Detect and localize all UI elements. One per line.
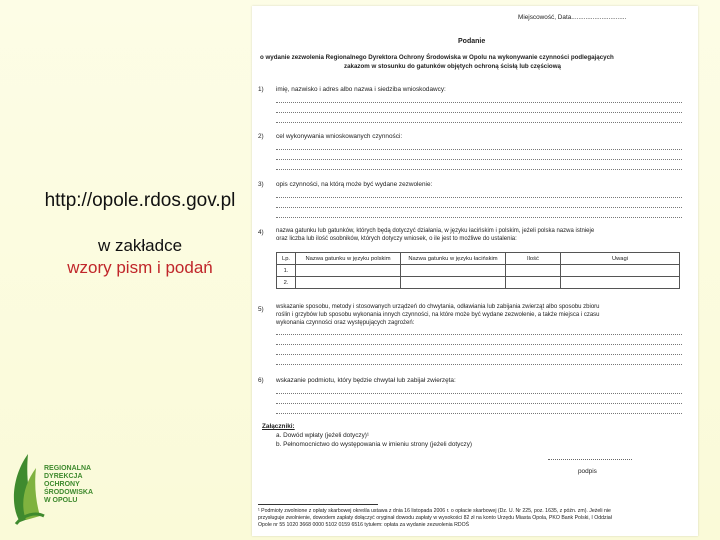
- table-header: Nazwa gatunku w języku polskim: [296, 253, 401, 265]
- logo-text: [44, 465, 93, 505]
- table-header: Uwagi: [561, 253, 680, 265]
- answer-line[interactable]: [276, 197, 682, 198]
- table-cell[interactable]: [401, 265, 506, 277]
- answer-line[interactable]: [276, 122, 682, 123]
- answer-line[interactable]: [276, 413, 682, 414]
- form-document: [252, 6, 698, 536]
- item-number: 1): [258, 86, 264, 93]
- item-text: cel wykonywania wnioskowanych czynności:: [276, 133, 403, 140]
- table-header: Lp.: [277, 253, 296, 265]
- table-cell[interactable]: [506, 277, 561, 289]
- item-number: 6): [258, 377, 264, 384]
- footnote-line: przysługuje zwolnienie, dowodem zapłaty dołączyć oryginał dowodu zapłaty w wysokości 82 zł na konto Urzędu Miasta Opola, PKO Bank Polski, I Oddział: [258, 515, 612, 521]
- table-header: Nazwa gatunku w języku łacińskim: [401, 253, 506, 265]
- place-date: Miejscowość, Data...............................: [518, 14, 627, 21]
- form-title: Podanie: [458, 38, 486, 45]
- logo-line: W OPOLU: [44, 497, 78, 504]
- form-subtitle-1: o wydanie zezwolenia Regionalnego Dyrektora Ochrony Środowiska w Opolu na wykonywanie czynności podlegających: [260, 54, 614, 61]
- table-cell: 2.: [277, 277, 296, 289]
- answer-line[interactable]: [276, 112, 682, 113]
- attachment-item: a. Dowód wpłaty (jeżeli dotyczy)¹: [276, 432, 370, 439]
- tab-link-forms[interactable]: wzory pism i podań: [67, 258, 213, 277]
- answer-line[interactable]: [276, 364, 682, 365]
- signature-line[interactable]: [548, 459, 632, 460]
- item-text-continued: roślin i grzybów lub sposobu wykonania innych czynności, na które może być wydane zezwolenie, a także miejsca i czasu: [276, 312, 600, 318]
- answer-line[interactable]: [276, 149, 682, 150]
- footnote-line: ¹ Podmioty zwolnione z opłaty skarbowej określa ustawa z dnia 16 listopada 2006 r. o opłacie skarbowej (Dz. U. Nr 225, poz. 1635, z późn. zm). Jeżeli nie: [258, 508, 611, 514]
- answer-line[interactable]: [276, 207, 682, 208]
- attachments-label: Załączniki:: [262, 423, 295, 430]
- item-text: wskazanie sposobu, metody i stosowanych urządzeń do chwytania, odławiania lub zabijania zwierząt albo sposobu zbioru: [276, 304, 600, 310]
- item-text: opis czynności, na którą może być wydane zezwolenie:: [276, 181, 433, 188]
- item-text: wskazanie podmiotu, który będzie chwytał lub zabijał zwierzęta:: [276, 377, 456, 384]
- left-panel: [20, 188, 260, 278]
- answer-line[interactable]: [276, 354, 682, 355]
- footnote-line: Opole nr 55 1020 3668 0000 5102 0159 6516 tytułem: opłata za wydanie zezwolenia RDOŚ: [258, 522, 470, 528]
- website-url[interactable]: http://opole.rdos.gov.pl: [44, 190, 236, 211]
- answer-line[interactable]: [276, 344, 682, 345]
- logo-line: ŚRODOWISKA: [44, 489, 93, 496]
- table-cell[interactable]: [506, 265, 561, 277]
- logo-line: REGIONALNA: [44, 465, 92, 472]
- item-number: 5): [258, 306, 264, 313]
- item-number: 2): [258, 133, 264, 140]
- answer-line[interactable]: [276, 393, 682, 394]
- table-cell[interactable]: [296, 277, 401, 289]
- table-header: Ilość: [506, 253, 561, 265]
- table-cell[interactable]: [296, 265, 401, 277]
- table-header-row: [277, 253, 680, 265]
- form-subtitle-2: zakazom w stosunku do gatunków objętych ochroną ścisłą lub częściową: [344, 63, 561, 70]
- tab-instruction: w zakładce: [97, 236, 183, 255]
- answer-line[interactable]: [276, 334, 682, 335]
- species-table: [276, 252, 680, 289]
- attachment-item: b. Pełnomocnictwo do występowania w imieniu strony (jeżeli dotyczy): [276, 441, 473, 448]
- table-row[interactable]: [277, 265, 680, 277]
- table-cell[interactable]: [561, 277, 680, 289]
- answer-line[interactable]: [276, 169, 682, 170]
- table-cell[interactable]: [401, 277, 506, 289]
- table-cell[interactable]: [561, 265, 680, 277]
- item-text: nazwa gatunku lub gatunków, których będą dotyczyć działania, w języku łacińskim i polskim, jeżeli polska nazwa istnieje: [276, 228, 595, 234]
- answer-line[interactable]: [276, 403, 682, 404]
- signature-label: podpis: [578, 468, 597, 475]
- table-row[interactable]: [277, 277, 680, 289]
- item-number: 3): [258, 181, 264, 188]
- logo-line: OCHRONY: [44, 481, 80, 488]
- item-text-continued: wykonania czynności oraz występujących zagrożeń:: [276, 320, 415, 326]
- answer-line[interactable]: [276, 159, 682, 160]
- answer-line[interactable]: [276, 102, 682, 103]
- item-number: 4): [258, 229, 264, 236]
- table-cell: 1.: [277, 265, 296, 277]
- item-text: imię, nazwisko i adres albo nazwa i siedziba wnioskodawcy:: [276, 86, 446, 93]
- footnote-divider: [258, 504, 378, 505]
- item-text-continued: oraz liczba lub ilość osobników, których dotyczy wniosek, o ile jest to możliwe do ustalenia:: [276, 236, 517, 242]
- answer-line[interactable]: [276, 217, 682, 218]
- logo-line: DYREKCJA: [44, 473, 83, 480]
